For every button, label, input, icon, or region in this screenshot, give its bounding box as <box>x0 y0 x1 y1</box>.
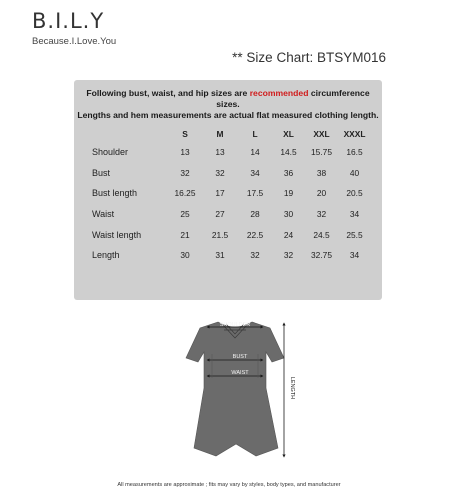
table-cell: 32 <box>180 167 190 178</box>
brand-block <box>32 8 116 47</box>
table-header-cell <box>92 126 168 142</box>
brand-name: B.I.L.Y <box>32 9 105 33</box>
table-cell: 20 <box>316 188 327 199</box>
table-cell: 32 <box>215 167 225 178</box>
table-cell: 32 <box>283 250 294 261</box>
size-table <box>92 126 371 266</box>
table-cell: 32.75 <box>311 250 332 261</box>
table-header-cell: XL <box>283 129 294 139</box>
shoulder-label: SHOULDER <box>219 322 251 328</box>
table-row <box>92 183 371 204</box>
table-cell: 27 <box>215 209 225 220</box>
note-line1-before: Following bust, waist, and hip sizes are <box>86 88 250 98</box>
garment-shape <box>186 322 284 456</box>
size-chart-panel <box>74 80 382 300</box>
table-row <box>92 224 371 245</box>
garment-diagram <box>160 318 310 468</box>
table-row <box>92 142 371 163</box>
row-label: Bust length <box>92 188 138 199</box>
table-cell: 24 <box>283 229 294 240</box>
table-cell: 30 <box>283 209 294 220</box>
table-header-cell: XXXL <box>343 129 366 139</box>
note-line2: Lengths and hem measurements are actual flat measured clothing length. <box>77 110 379 120</box>
table-cell: 17.5 <box>246 188 264 199</box>
table-cell: 13 <box>215 147 225 158</box>
waist-label: WAIST <box>231 370 249 376</box>
table-cell: 14.5 <box>280 147 297 158</box>
brand-tagline: Because.I.Love.You <box>32 36 117 47</box>
table-cell: 22.5 <box>246 229 264 240</box>
table-cell: 32 <box>250 250 260 261</box>
table-cell: 34 <box>349 209 360 220</box>
table-cell: 25.5 <box>346 229 363 240</box>
table-cell: 17 <box>215 188 225 199</box>
note-highlight: recommended <box>249 88 309 98</box>
table-row <box>92 204 371 225</box>
table-cell: 31 <box>215 250 225 261</box>
table-cell: 19 <box>283 188 294 199</box>
table-cell: 21.5 <box>211 229 229 240</box>
table-header-cell: L <box>252 129 258 139</box>
table-cell: 16.25 <box>174 188 196 199</box>
bust-label: BUST <box>232 354 248 360</box>
garment-illustration <box>160 318 310 468</box>
table-header-cell: M <box>216 129 224 139</box>
row-label: Length <box>92 250 120 261</box>
table-cell: 24.5 <box>313 229 330 240</box>
length-label: LENGTH <box>289 376 295 400</box>
table-cell: 13 <box>180 147 190 158</box>
table-cell: 25 <box>180 209 190 220</box>
row-label: Waist length <box>92 229 142 240</box>
table-cell: 20.5 <box>346 188 363 199</box>
table-cell: 32 <box>316 209 327 220</box>
note-line1-after: circumference sizes. <box>216 88 370 109</box>
row-label: Waist <box>92 209 115 220</box>
table-cell: 40 <box>349 167 360 178</box>
table-cell: 16.5 <box>346 147 363 158</box>
size-chart-label: ** Size Chart: BTSYM016 <box>232 50 386 65</box>
table-cell: 34 <box>250 167 260 178</box>
measurement-note <box>74 88 382 121</box>
table-header-cell: XXL <box>313 129 330 139</box>
table-cell: 36 <box>283 167 294 178</box>
table-cell: 21 <box>180 229 190 240</box>
table-header-row <box>92 126 371 142</box>
table-row <box>92 245 371 266</box>
table-cell: 28 <box>250 209 260 220</box>
row-label: Bust <box>92 167 111 178</box>
table-cell: 14 <box>250 147 260 158</box>
table-row <box>92 163 371 184</box>
footer-disclaimer: All measurements are approximate ; fits may vary by styles, body types, and manufacturer <box>117 482 341 488</box>
table-header-cell: S <box>182 129 188 139</box>
table-cell: 38 <box>316 167 327 178</box>
row-label: Shoulder <box>92 147 129 158</box>
table-cell: 15.75 <box>311 147 332 158</box>
table-cell: 30 <box>180 250 190 261</box>
table-cell: 34 <box>349 250 360 261</box>
